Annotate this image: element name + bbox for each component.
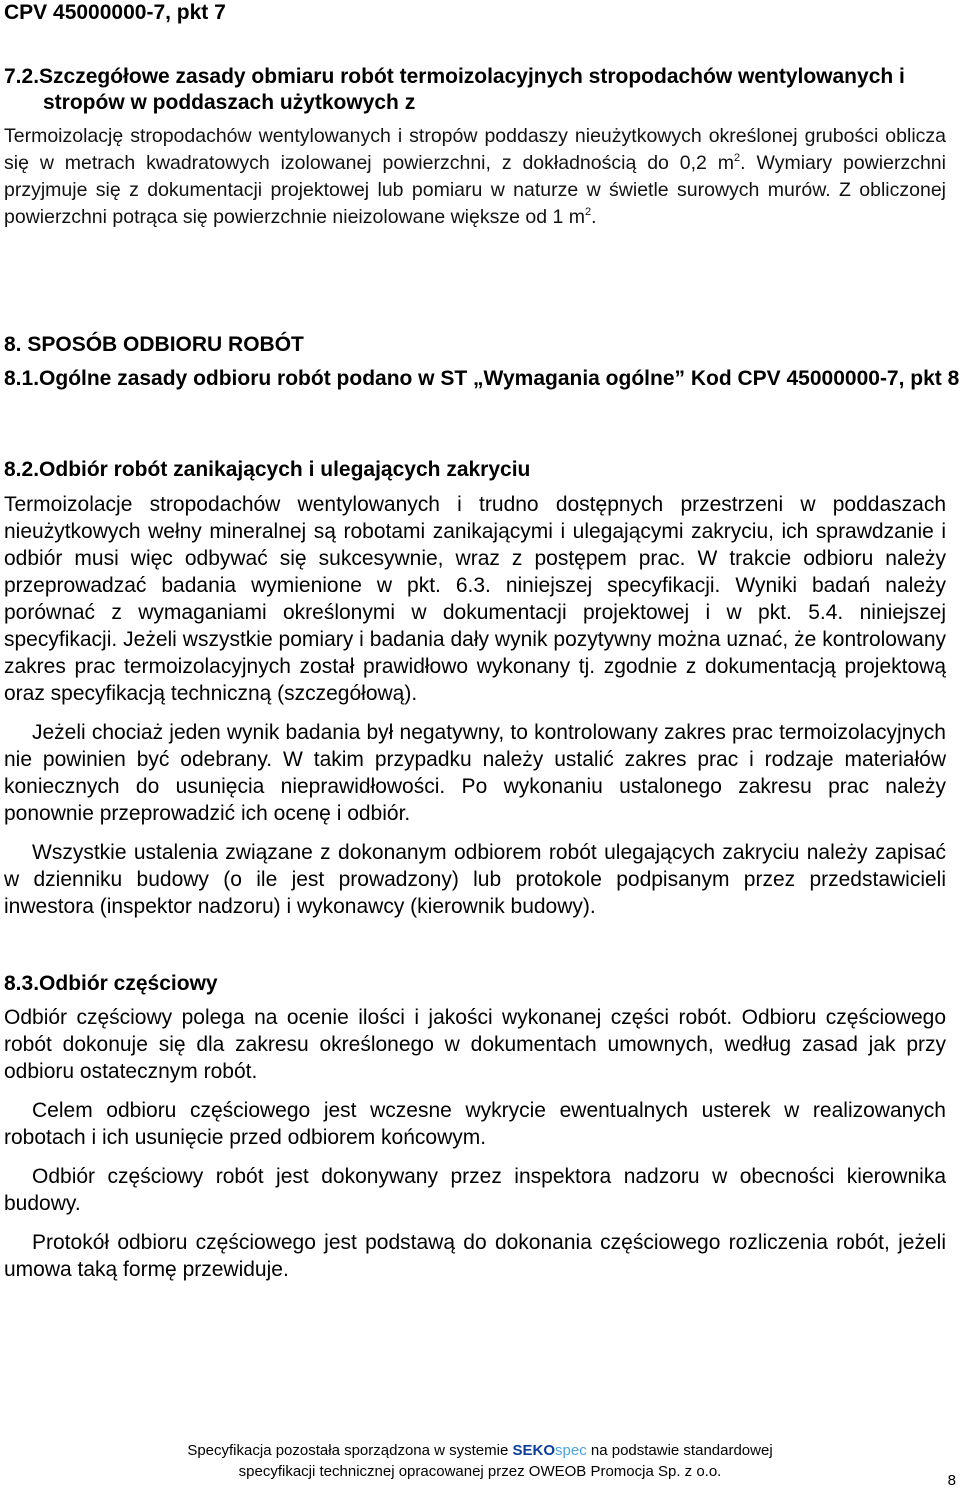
sekospec-logo xyxy=(513,1442,587,1459)
footer-text: Specyfikacja pozostała sporządzona w systemie xyxy=(187,1442,513,1459)
section-8-3-body xyxy=(4,1004,946,1283)
paragraph: Odbiór częściowy polega na ocenie ilości i jakości wykonanej części robót. Odbioru częściowego robót dokonuje się dla zakresu określonego w dokumentach umownych, według zasad jak przy odbioru ostatecznym robót. xyxy=(4,1006,946,1083)
superscript: 2 xyxy=(584,206,592,218)
paragraph: Odbiór częściowy robót jest dokonywany przez inspektora nadzoru w obecności kierownika budowy. xyxy=(4,1165,946,1215)
paragraph: Protokół odbioru częściowego jest podstawą do dokonania częściowego rozliczenia robót, jeżeli umowa taką formę przewiduje. xyxy=(4,1231,946,1281)
paragraph: Wszystkie ustalenia związane z dokonanym odbiorem robót ulegających zakryciu należy zapisać w dzienniku budowy (o ile jest prowadzony) lub protokole podpisanym przez przedstawicieli inwestora (inspektor nadzoru) i wykonawcy (kierownik budowy). xyxy=(4,841,946,918)
superscript: 2 xyxy=(734,152,741,164)
top-heading: CPV 45000000-7, pkt 7 xyxy=(4,1,226,24)
page-number: 8 xyxy=(947,1472,956,1489)
logo-part: spec xyxy=(555,1442,587,1459)
section-8-2-heading: 8.2.Odbiór robót zanikających i ulegających zakryciu xyxy=(4,458,531,481)
section-8-1-heading: 8.1.Ogólne zasady odbioru robót podano w ST „Wymagania ogólne” Kod CPV 45000000-7, pkt 8 xyxy=(4,367,960,390)
text-run: . xyxy=(591,206,597,228)
paragraph: Termoizolacje stropodachów wentylowanych i trudno dostępnych przestrzeni w poddaszach nieużytkowych wełny mineralnej są robotami zanikającymi i ulegającymi zakryciu, ich sprawdzanie i odbiór musi więc odbywać się sukcesywnie, wraz z postępem prac. W trakcie odbioru należy przeprowadzać badania wymienione w pkt. 6.3. niniejszej specyfikacji. Wyniki badań należy porównać z wymaganiami określonymi w dokumentacji projektowej i w pkt. 5.4. niniejszej specyfikacji. Jeżeli wszystkie pomiary i badania dały wynik pozytywny można uznać, że kontrolowany zakres prac termoizolacyjnych został prawidłowo wykonany tj. zgodnie z dokumentacją projektową oraz specyfikacją techniczną (szczegółową). xyxy=(4,493,946,705)
section-7-2-paragraph xyxy=(4,123,946,231)
footer-line-2: specyfikacji technicznej opracowanej przez OWEOB Promocja Sp. z o.o. xyxy=(238,1463,722,1480)
logo-part: SEKO xyxy=(512,1442,556,1459)
text-run: Termoizolację stropodachów wentylowanych i stropów poddaszy nieużytkowych określonej grubości oblicza się w metrach kwadratowych izolowanej powierzchni, z dokładnością do 0,2 m xyxy=(4,125,946,174)
page-footer xyxy=(0,1440,960,1482)
paragraph: Celem odbioru częściowego jest wczesne wykrycie ewentualnych usterek w realizowanych robotach i ich usunięcie przed odbiorem końcowym. xyxy=(4,1099,946,1149)
text-run: . Wymiary powierzchni przyjmuje się z dokumentacji projektowej lub pomiaru w naturze w świetle surowych murów. Z obliczonej powierzchni potrąca się powierzchnie nieizolowane większe od 1 m xyxy=(4,152,946,228)
section-8-heading: 8. SPOSÓB ODBIORU ROBÓT xyxy=(4,333,304,356)
footer-line-1 xyxy=(0,1440,960,1461)
paragraph: Jeżeli chociaż jeden wynik badania był negatywny, to kontrolowany zakres prac termoizolacyjnych nie powinien być odebrany. W takim przypadku należy ustalić zakres prac i rodzaje materiałów koniecznych do usunięcia nieprawidłowości. Po wykonaniu ustalonego zakresu prac należy ponownie przeprowadzić ich ocenę i odbiór. xyxy=(4,721,946,825)
section-8-3-heading: 8.3.Odbiór częściowy xyxy=(4,972,218,995)
section-8-2-body xyxy=(4,491,946,920)
section-7-2-heading: 7.2.Szczegółowe zasady obmiaru robót termoizolacyjnych stropodachów wentylowanych i stropów w poddaszach użytkowych z xyxy=(4,65,905,114)
footer-text: na podstawie standardowej xyxy=(586,1442,773,1459)
